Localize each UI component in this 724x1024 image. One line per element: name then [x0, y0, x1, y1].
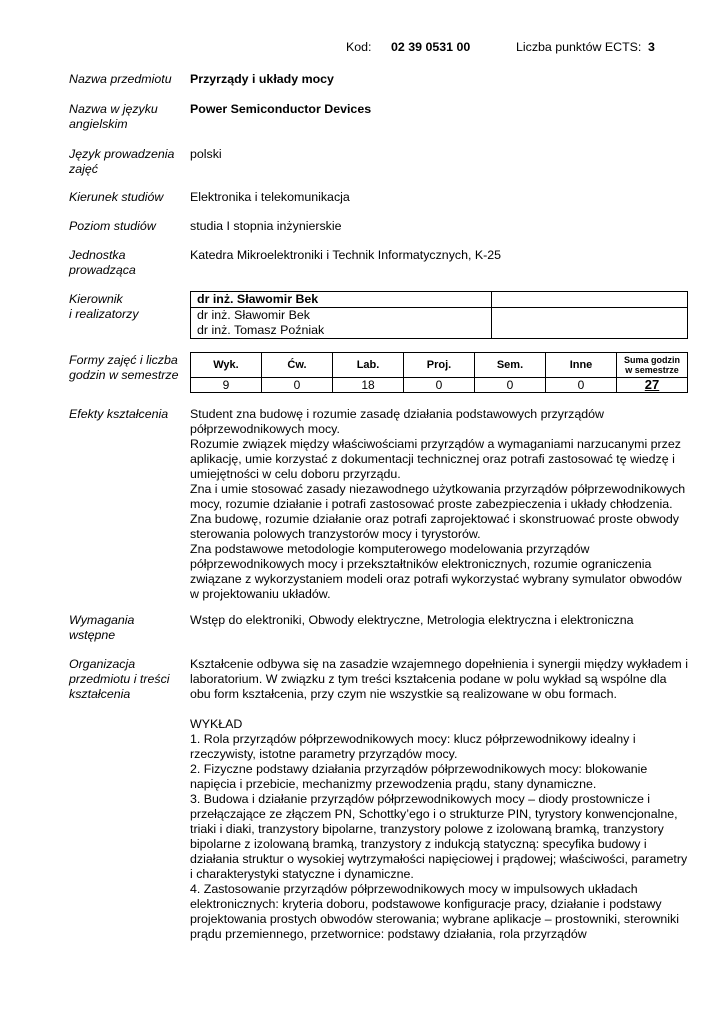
kod-value: 02 39 0531 00 — [391, 40, 471, 54]
hours-header-wyk: Wyk. — [191, 353, 262, 378]
hours-header-row — [191, 353, 688, 378]
hours-value-sem: 0 — [475, 378, 546, 393]
efekty-item: Zna budowę, rozumie działanie oraz potrafi zaprojektować i skonstruować proste obwody sterowania polowych tranzystorów mocy i tyrystorów. — [190, 512, 679, 541]
wymagania-label — [69, 613, 181, 643]
nazwa-label: Nazwa przedmiotu — [69, 72, 172, 86]
jednostka-label — [69, 248, 181, 278]
hours-header-cw: Ćw. — [262, 353, 333, 378]
organizacja-intro: Kształcenie odbywa się na zasadzie wzajemnego dopełnienia i synergii między wykładem i laboratorium. W związku z tym treści kształcenia podane w polu wykład są wspólne dla obu form kształcenia, przy czym nie wszystkie są realizowane w obu formach. — [190, 657, 688, 701]
hours-value-wyk: 9 — [191, 378, 262, 393]
ang-label-line-1: Nazwa w języku — [69, 102, 158, 116]
realizator-2: dr inż. Tomasz Poźniak — [191, 323, 492, 339]
suma-header-line-2: w semestrze — [625, 365, 679, 375]
efekty-item: Zna podstawowe metodologie komputerowego modelowania przyrządów półprzewodnikowych mocy i przekształtników elektronicznych, rozumie ograniczenia związane z wykorzystaniem modeli oraz potrafi wykorzystać wybrany symulator obwodów w projektowaniu układów. — [190, 542, 682, 601]
kierownik-head-empty — [492, 292, 688, 308]
header-line — [0, 40, 724, 55]
kierownik-head: dr inż. Sławomir Bek — [191, 292, 492, 308]
kierownik-label-line-1: Kierownik — [69, 292, 123, 306]
formy-label-line-1: Formy zajęć i liczba — [69, 353, 178, 367]
spacer — [190, 702, 690, 717]
kod-label: Kod: — [346, 40, 372, 54]
ang-value: Power Semiconductor Devices — [190, 102, 372, 116]
efekty-item: Student zna budowę i rozumie zasadę działania podstawowych przyrządów półprzewodnikowych mocy. — [190, 407, 604, 436]
hours-header-lab: Lab. — [333, 353, 404, 378]
efekty-text — [190, 407, 690, 602]
org-label-line-3: kształcenia — [69, 687, 131, 701]
jezyk-label-line-2: zajęć — [69, 162, 98, 176]
hours-value-inne: 0 — [546, 378, 617, 393]
wyklad-item: 2. Fizyczne podstawy działania przyrządów półprzewodnikowych mocy: blokowanie napięcia i przebicie, mechanizmy przewodzenia prądu, stany dynamiczne. — [190, 762, 648, 791]
hours-value-suma: 27 — [617, 378, 688, 393]
hours-value-cw: 0 — [262, 378, 333, 393]
organizacja-text — [190, 657, 690, 942]
wymagania-value: Wstęp do elektroniki, Obwody elektryczne, Metrologia elektryczna i elektroniczna — [190, 613, 634, 627]
kierownik-label-line-2: i realizatorzy — [69, 307, 139, 321]
efekty-label: Efekty kształcenia — [69, 407, 169, 421]
organizacja-label — [69, 657, 181, 702]
realizator-row-1 — [191, 308, 688, 324]
formy-label-line-2: godzin w semestrze — [69, 368, 179, 382]
jednostka-label-line-2: prowadząca — [69, 263, 136, 277]
kierunek-value: Elektronika i telekomunikacja — [190, 190, 350, 204]
org-label-line-2: przedmiotu i treści — [69, 672, 170, 686]
hours-table — [190, 352, 688, 393]
hours-header-inne: Inne — [546, 353, 617, 378]
ects-value: 3 — [648, 40, 655, 54]
ects-label: Liczba punktów ECTS: — [516, 40, 642, 54]
efekty-item: Rozumie związek między właściwościami przyrządów a wymaganiami narzucanymi przez aplikację, umie korzystać z dokumentacji technicznej oraz potrafi zastosować tę wiedzę i umiejętności w celu doboru przyrządu. — [190, 437, 681, 481]
jezyk-label-line-1: Język prowadzenia — [69, 147, 175, 161]
suma-header-line-1: Suma godzin — [624, 355, 680, 365]
hours-header-suma — [617, 353, 688, 378]
wyklad-title: WYKŁAD — [190, 717, 243, 731]
formy-label — [69, 353, 181, 383]
ang-label — [69, 102, 181, 132]
ang-label-line-2: angielskim — [69, 117, 128, 131]
wyklad-item: 4. Zastosowanie przyrządów półprzewodnikowych mocy w impulsowych układach elektronicznych: kryteria doboru, podstawowe konfiguracje pracy, działanie i podstawy projektowania prostych obwodów sterowania; wybrane aplikacje – prostowniki, sterowniki prądu przemiennego, przetwornice: podstawy działania, rola przyrządów — [190, 882, 679, 941]
wymagania-label-line-1: Wymagania — [69, 613, 135, 627]
realizator-empty — [492, 308, 688, 339]
jezyk-value: polski — [190, 147, 222, 161]
kierownik-table — [190, 291, 688, 339]
hours-value-row — [191, 378, 688, 393]
jednostka-value: Katedra Mikroelektroniki i Technik Informatycznych, K-25 — [190, 248, 502, 262]
wymagania-label-line-2: wstępne — [69, 628, 116, 642]
poziom-label: Poziom studiów — [69, 219, 156, 233]
kierownik-label — [69, 292, 181, 322]
hours-value-proj: 0 — [404, 378, 475, 393]
kierownik-head-row — [191, 292, 688, 308]
hours-value-lab: 18 — [333, 378, 404, 393]
wyklad-item: 3. Budowa i działanie przyrządów półprzewodnikowych mocy – diody prostownicze i przełączające ze złączem PN, Schottky’ego i o strukturze PIN, tyrystory konwencjonalne, triaki i diaki, tranzystory bipolarne, tranzystory polowe z izolowaną bramką, tranzystory bipolarne z izolowaną bramką, tranzystory z indukcją statyczną: specyfika budowy i działania struktur o wysokiej wytrzymałości napięciowej i prądowej; właściwości, parametry i charakterystyki statyczne i dynamiczne. — [190, 792, 688, 881]
kierunek-label: Kierunek studiów — [69, 190, 164, 204]
hours-header-proj: Proj. — [404, 353, 475, 378]
org-label-line-1: Organizacja — [69, 657, 136, 671]
jezyk-label — [69, 147, 181, 177]
efekty-item: Zna i umie stosować zasady niezawodnego użytkowania przyrządów półprzewodnikowych mocy, rozumie działanie i potrafi zastosować proste zabezpieczenia i układy chłodzenia. — [190, 482, 686, 511]
nazwa-value: Przyrządy i układy mocy — [190, 72, 334, 86]
wyklad-item: 1. Rola przyrządów półprzewodnikowych mocy: klucz półprzewodnikowy idealny i rzeczywisty, istotne parametry przyrządów mocy. — [190, 732, 636, 761]
jednostka-label-line-1: Jednostka — [69, 248, 126, 262]
hours-header-sem: Sem. — [475, 353, 546, 378]
realizator-1: dr inż. Sławomir Bek — [191, 308, 492, 324]
poziom-value: studia I stopnia inżynierskie — [190, 219, 342, 233]
